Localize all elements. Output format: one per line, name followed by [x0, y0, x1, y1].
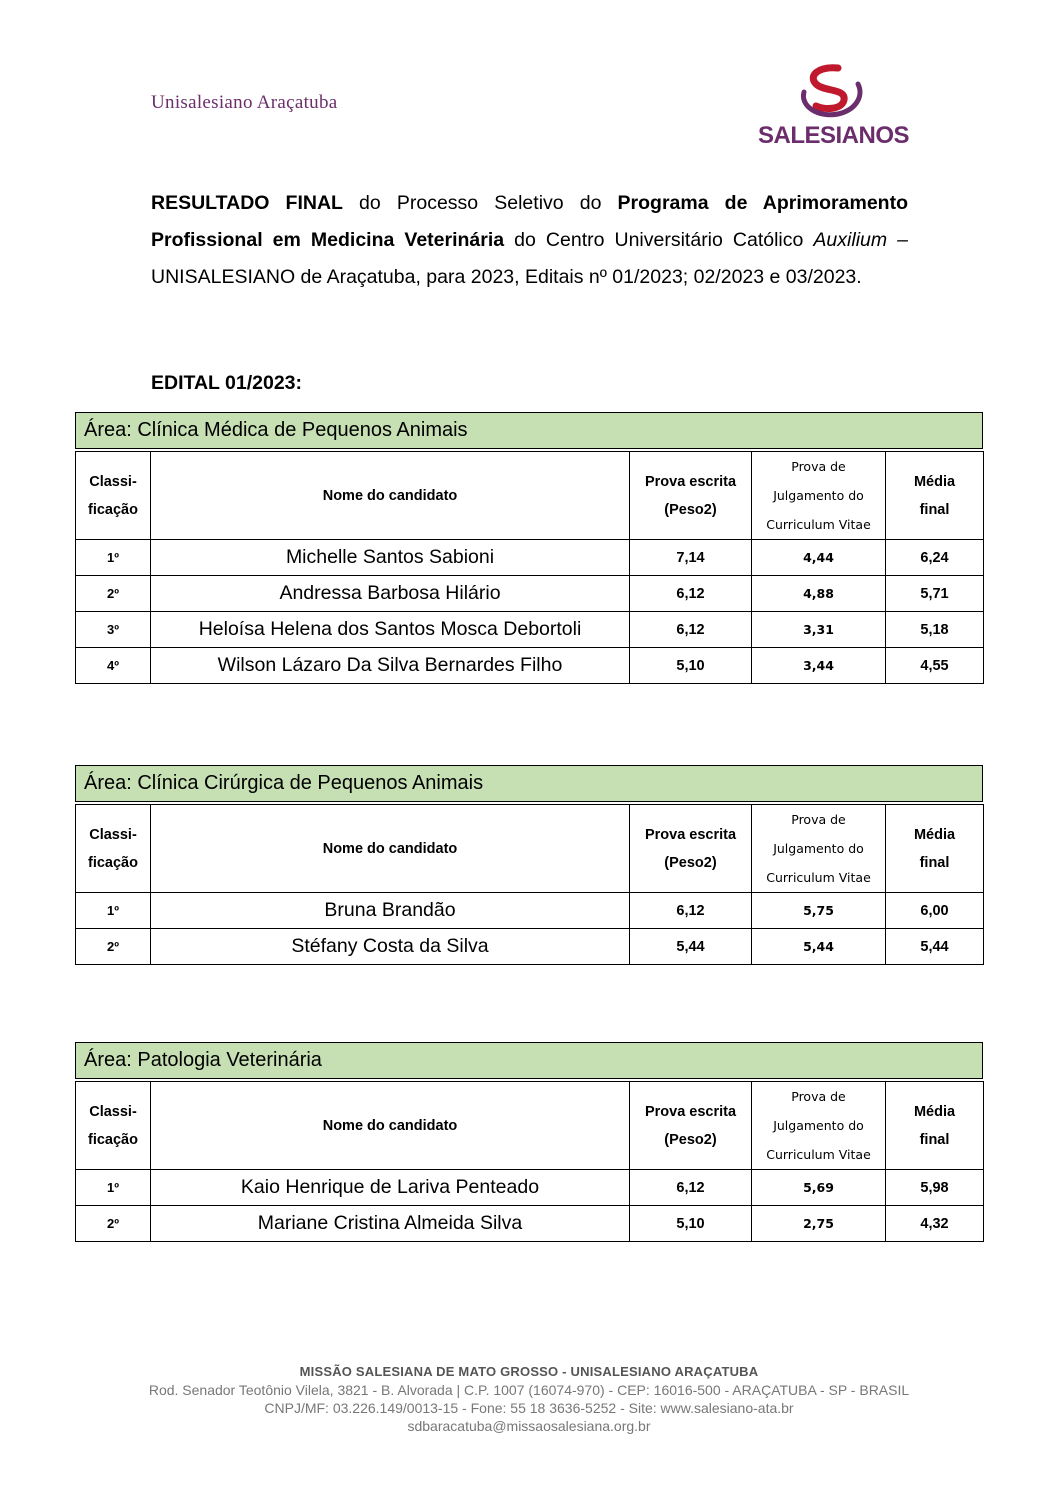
col-header-written: Prova escrita (Peso2): [630, 805, 752, 893]
rank-cell: 1º: [76, 540, 151, 576]
col-header-cv: Prova de Julgamento do Curriculum Vitae: [752, 1082, 886, 1170]
footer-contact: CNPJ/MF: 03.226.149/0013-15 - Fone: 55 18 3636-5252 - Site: www.salesiano-ata.br: [264, 1400, 794, 1416]
table-header-row: [76, 452, 984, 540]
footer-line-1: MISSÃO SALESIANA DE MATO GROSSO - UNISALESIANO ARAÇATUBA: [299, 1364, 759, 1379]
footer-email: sdbaracatuba@missaosalesiana.org.br: [407, 1418, 651, 1434]
results-table: [75, 451, 984, 684]
written-score-cell: 7,14: [630, 540, 752, 576]
col-header-written: Prova escrita (Peso2): [630, 452, 752, 540]
written-score-cell: 6,12: [630, 893, 752, 929]
table-row: [76, 1170, 984, 1206]
intro-text-1: do Processo Seletivo do: [342, 192, 618, 214]
table-row: [76, 540, 984, 576]
table-row: [76, 893, 984, 929]
cv-score-cell: 4,44: [752, 540, 886, 576]
table-row: [76, 576, 984, 612]
institution-name: Unisalesiano Araçatuba: [151, 92, 338, 113]
written-score-cell: 5,10: [630, 648, 752, 684]
cv-score-cell: 5,44: [752, 929, 886, 965]
cv-score-cell: 3,44: [752, 648, 886, 684]
candidate-name-cell: Andressa Barbosa Hilário: [151, 576, 630, 612]
final-score-cell: 5,44: [886, 929, 984, 965]
intro-auxilium: Auxilium: [813, 229, 888, 251]
results-table: [75, 804, 984, 965]
col-header-written: Prova escrita (Peso2): [630, 1082, 752, 1170]
candidate-name-cell: Bruna Brandão: [151, 893, 630, 929]
intro-result: RESULTADO FINAL: [151, 192, 343, 214]
rank-cell: 2º: [76, 576, 151, 612]
col-header-final: Média final: [886, 805, 984, 893]
cv-score-cell: 5,69: [752, 1170, 886, 1206]
final-score-cell: 5,98: [886, 1170, 984, 1206]
col-header-final: Média final: [886, 452, 984, 540]
final-score-cell: 6,24: [886, 540, 984, 576]
table-header-row: [76, 1082, 984, 1170]
rank-cell: 3º: [76, 612, 151, 648]
final-score-cell: 6,00: [886, 893, 984, 929]
written-score-cell: 5,10: [630, 1206, 752, 1242]
area-block: [75, 1042, 983, 1242]
candidate-name-cell: Heloísa Helena dos Santos Mosca Debortoli: [151, 612, 630, 648]
candidate-name-cell: Mariane Cristina Almeida Silva: [151, 1206, 630, 1242]
area-block: [75, 412, 983, 684]
rank-cell: 2º: [76, 929, 151, 965]
salesianos-s-icon: [798, 62, 868, 122]
candidate-name-cell: Stéfany Costa da Silva: [151, 929, 630, 965]
edital-title: EDITAL 01/2023:: [151, 372, 303, 394]
intro-text-2: do Centro Universitário Católico: [504, 229, 814, 251]
cv-score-cell: 4,88: [752, 576, 886, 612]
rank-cell: 1º: [76, 1170, 151, 1206]
col-header-classification: Classi- ficação: [76, 1082, 151, 1170]
candidate-name-cell: Michelle Santos Sabioni: [151, 540, 630, 576]
salesianos-logo: [758, 62, 908, 152]
area-title: Área: Patologia Veterinária: [75, 1042, 983, 1079]
intro-text-3: – UNISALESIANO de Araçatuba, para 2023, Editais nº 01/2023; 02/2023 e 03/2023.: [151, 229, 909, 288]
rank-cell: 2º: [76, 1206, 151, 1242]
col-header-final: Média final: [886, 1082, 984, 1170]
table-header-row: [76, 805, 984, 893]
written-score-cell: 5,44: [630, 929, 752, 965]
area-title: Área: Clínica Médica de Pequenos Animais: [75, 412, 983, 449]
cv-score-cell: 2,75: [752, 1206, 886, 1242]
candidate-name-cell: Wilson Lázaro Da Silva Bernardes Filho: [151, 648, 630, 684]
candidate-name-cell: Kaio Henrique de Lariva Penteado: [151, 1170, 630, 1206]
table-row: [76, 612, 984, 648]
rank-cell: 4º: [76, 648, 151, 684]
cv-score-cell: 3,31: [752, 612, 886, 648]
written-score-cell: 6,12: [630, 612, 752, 648]
col-header-name: Nome do candidato: [151, 1082, 630, 1170]
final-score-cell: 4,55: [886, 648, 984, 684]
logo-text: SALESIANOS: [758, 122, 910, 149]
written-score-cell: 6,12: [630, 1170, 752, 1206]
rank-cell: 1º: [76, 893, 151, 929]
final-score-cell: 5,71: [886, 576, 984, 612]
col-header-cv: Prova de Julgamento do Curriculum Vitae: [752, 452, 886, 540]
final-score-cell: 4,32: [886, 1206, 984, 1242]
table-row: [76, 648, 984, 684]
intro-paragraph: [151, 185, 908, 296]
cv-score-cell: 5,75: [752, 893, 886, 929]
area-title: Área: Clínica Cirúrgica de Pequenos Animais: [75, 765, 983, 802]
final-score-cell: 5,18: [886, 612, 984, 648]
col-header-cv: Prova de Julgamento do Curriculum Vitae: [752, 805, 886, 893]
col-header-name: Nome do candidato: [151, 805, 630, 893]
area-block: [75, 765, 983, 965]
intro-program: Programa de Aprimoramento Profissional em Medicina Veterinária: [151, 192, 908, 251]
footer-address: Rod. Senador Teotônio Vilela, 3821 - B. Alvorada | C.P. 1007 (16074-970) - CEP: 16016-500 - ARAÇATUBA - SP - BRASIL: [148, 1382, 910, 1398]
written-score-cell: 6,12: [630, 576, 752, 612]
table-row: [76, 1206, 984, 1242]
table-row: [76, 929, 984, 965]
col-header-name: Nome do candidato: [151, 452, 630, 540]
results-table: [75, 1081, 984, 1242]
col-header-classification: Classi- ficação: [76, 805, 151, 893]
col-header-classification: Classi- ficação: [76, 452, 151, 540]
